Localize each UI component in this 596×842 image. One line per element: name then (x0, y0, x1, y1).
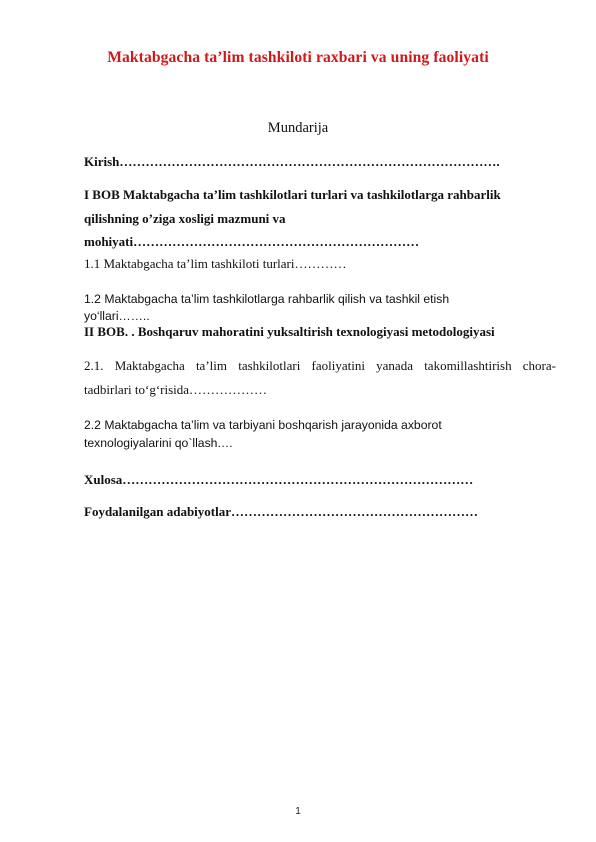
toc-item-1-2-line2: yo‘llari…….. (84, 309, 150, 323)
contents-heading: Mundarija (267, 120, 329, 136)
page-number: 1 (295, 806, 301, 817)
toc-item-1-1: 1.1 Maktabgacha ta’lim tashkiloti turlari………… (84, 256, 347, 271)
toc-bob1-line2: qilishning o’ziga xosligi mazmuni va (84, 211, 286, 226)
toc-item-1-2-line1: 1.2 Maktabgacha ta’lim tashkilotlarga rahbarlik qilish va tashkil etish (84, 292, 450, 306)
toc-xulosa: Xulosa……………………………………………………………………… (84, 472, 474, 487)
toc-bob1-line1: I BOB Maktabgacha ta’lim tashkilotlari turlari va tashkilotlarga rahbarlik (84, 187, 501, 202)
toc-kirish: Kirish……………………………………………………………………………. (84, 154, 500, 169)
toc-item-2-1-line1: 2.1. Maktabgacha ta’lim tashkilotlari faoliyatini yanada takomillashtirish chora- (84, 358, 556, 373)
document-title: Maktabgacha ta’lim tashkiloti raxbari va uning faoliyati (107, 49, 489, 66)
toc-bob1-line3: mohiyati………………………………………………………… (84, 234, 420, 249)
toc-item-2-1-line2: tadbirlari to‘g‘risida……………… (84, 382, 268, 397)
toc-bob2: II BOB. . Boshqaruv mahoratini yuksaltirish texnologiyasi metodologiyasi (84, 324, 495, 339)
toc-item-2-2-line1: 2.2 Maktabgacha ta’lim va tarbiyani boshqarish jarayonida axborot (84, 418, 442, 432)
toc-item-2-2-line2: texnologiyalarini qo`llash.… (84, 436, 234, 450)
toc-adabiyotlar: Foydalanilgan adabiyotlar………………………………………………… (84, 504, 478, 519)
